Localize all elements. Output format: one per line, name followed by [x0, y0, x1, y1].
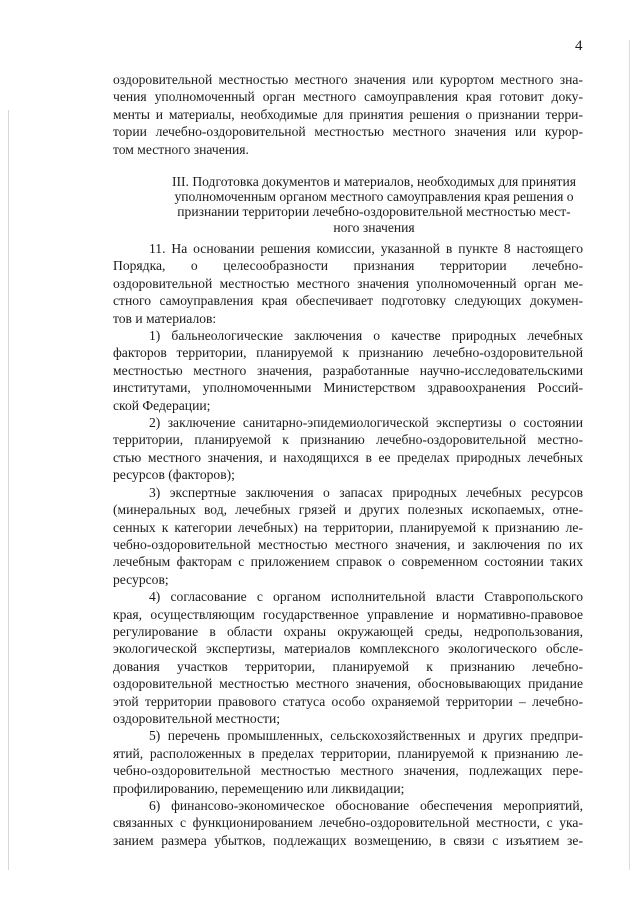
document-body: [113, 71, 583, 158]
text-line: этой территории правового статуса особо охраняемой территории – лечебно-: [113, 693, 583, 709]
text-line: оздоровительной местностью местного значения уполномоченный орган ме-: [113, 275, 583, 291]
text-line: институтами, уполномоченными Министерством здравоохранения Россий-: [113, 380, 583, 396]
paragraph-11: [113, 240, 583, 327]
text-line: ской Федерации;: [113, 397, 211, 413]
text-line: занием размера убытков, подлежащих возмещению, в связи с изъятием зе-: [113, 832, 583, 848]
list-item-1: [113, 327, 583, 414]
text-line: 4) согласование с органом исполнительной власти Ставропольского: [149, 589, 583, 605]
page-number: 4: [575, 38, 583, 54]
text-line: стного самоуправления края обеспечивает подготовку следующих докумен-: [113, 293, 583, 309]
text-line: чебно-оздоровительной местностью местного значения, и заключения по их: [113, 536, 583, 552]
intro-paragraph: [113, 71, 583, 158]
text-line: регулирование в области охраны окружающей среды, недропользования,: [113, 623, 583, 639]
section-heading: [165, 174, 583, 235]
text-line: сенных к категории лечебных) на территории, планируемой к признанию ле-: [113, 519, 583, 535]
text-line: Порядка, о целесообразности признания территории лечебно-: [113, 258, 583, 274]
text-line: 5) перечень промышленных, сельскохозяйственных и других предпри-: [149, 728, 583, 744]
heading-line: ного значения: [333, 219, 415, 235]
list-item-4: [113, 588, 583, 727]
heading-line: уполномоченным органом местного самоуправления края решения о: [174, 189, 574, 205]
text-line: 1) бальнеологические заключения о качестве природных лечебных: [149, 328, 583, 344]
list-item-6: [113, 797, 583, 849]
text-line: чебно-оздоровительной местностью местного значения, подлежащих пере-: [113, 763, 583, 779]
heading-line: III. Подготовка документов и материалов, необходимых для принятия: [171, 174, 577, 189]
text-line: тов и материалов:: [113, 310, 217, 326]
text-line: чения уполномоченный орган местного самоуправления края готовит доку-: [113, 89, 583, 105]
text-line: оздоровительной местности;: [113, 710, 281, 726]
document-body-main: [113, 240, 583, 849]
text-line: оздоровительной местностью местного значения или курортом местного зна-: [113, 72, 583, 87]
text-line: экологической экспертизы, материалов комплексного экологического обсле-: [113, 641, 583, 657]
text-line: профилированию, перемещению или ликвидации;: [113, 780, 405, 796]
text-line: том местного значения.: [113, 141, 249, 157]
text-line: стью местного значения, и находящихся в ее пределах природных лечебных: [113, 449, 583, 465]
heading-line: признании территории лечебно-оздоровительной местностью мест-: [177, 204, 571, 220]
text-line: факторов территории, планируемой к признанию лечебно-оздоровительной: [113, 345, 583, 361]
text-line: территории, планируемой к признанию лечебно-оздоровительной местно-: [113, 432, 583, 448]
text-line: 6) финансово-экономическое обоснование обеспечения мероприятий,: [149, 798, 583, 813]
text-line: тории лечебно-оздоровительной местностью местного значения или курор-: [113, 124, 583, 140]
text-line: ресурсов (факторов);: [113, 467, 235, 483]
text-line: 2) заключение санитарно-эпидемиологической экспертизы о состоянии: [149, 415, 583, 431]
text-line: лечебным факторам с приложением справок о современном состоянии таких: [113, 554, 583, 570]
text-line: края, осуществляющим государственное управление и нормативно-правовое: [113, 606, 583, 622]
text-line: ресурсов;: [113, 571, 169, 587]
text-line: дования участков территории, планируемой к признанию лечебно-: [113, 658, 583, 674]
list-item-2: [113, 414, 583, 484]
text-line: менты и материалы, необходимые для принятия решения о признании терри-: [113, 106, 583, 122]
text-line: связанных с функционированием лечебно-оздоровительной местности, с ука-: [113, 815, 583, 831]
list-item-5: [113, 727, 583, 797]
list-item-3: [113, 484, 583, 588]
text-line: 11. На основании решения комиссии, указанной в пункте 8 настоящего: [149, 241, 583, 256]
text-line: 3) экспертные заключения о запасах природных лечебных ресурсов: [149, 484, 583, 500]
text-line: (минеральных вод, лечебных грязей и других полезных ископаемых, отне-: [113, 502, 583, 518]
text-line: ятий, расположенных в пределах территории, планируемой к признанию ле-: [113, 745, 583, 761]
scan-edge-right: [629, 40, 630, 870]
text-line: оздоровительной местностью местного значения, обосновывающих придание: [113, 676, 583, 692]
scan-edge-left: [8, 110, 9, 870]
text-line: местностью местного значения, разработанные научно-исследовательскими: [113, 362, 583, 378]
